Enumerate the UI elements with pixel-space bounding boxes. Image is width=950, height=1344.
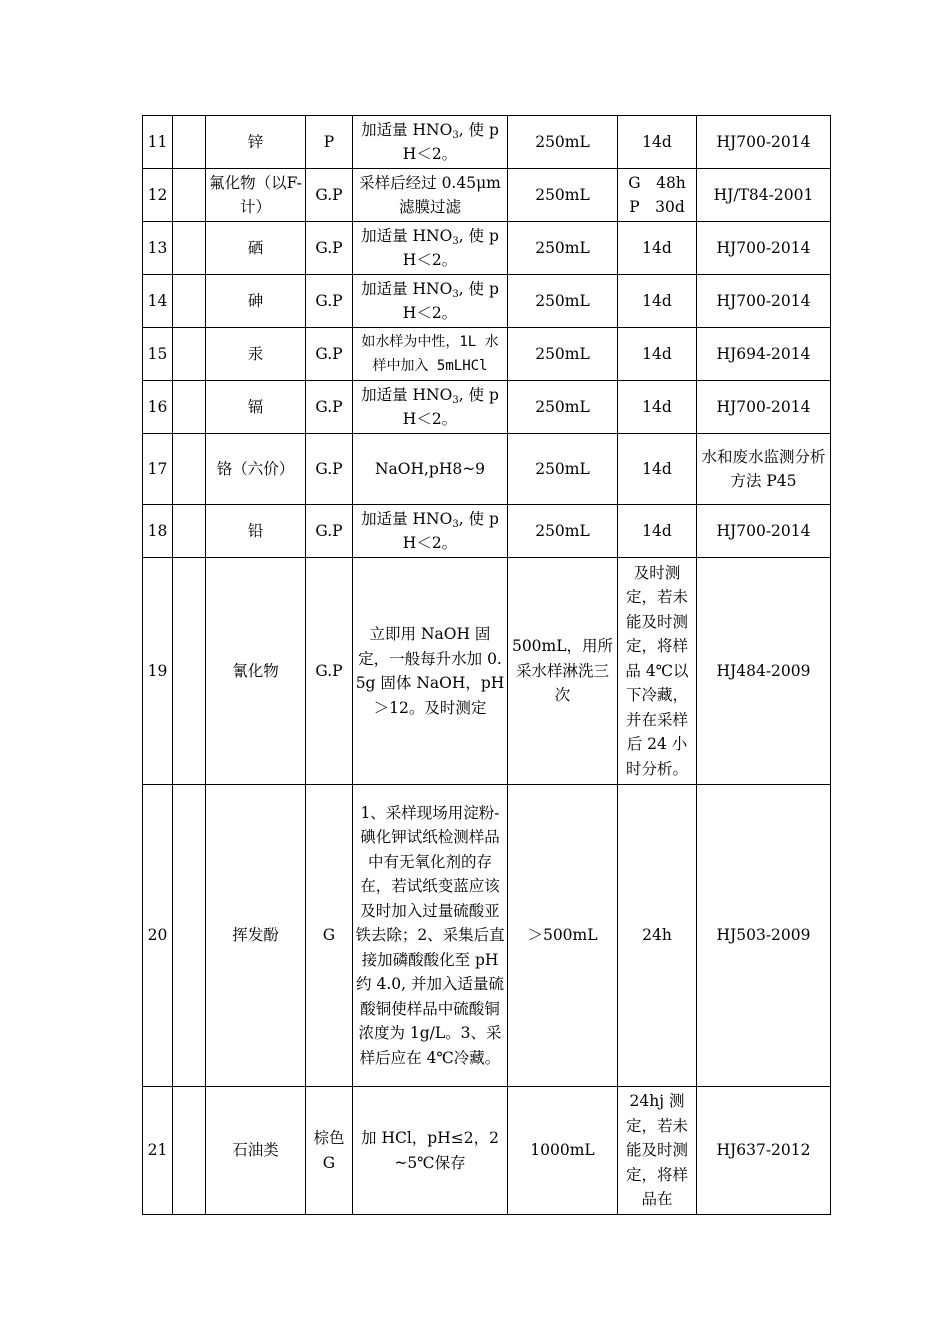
analysis-method: HJ637-2012 [697, 1087, 831, 1215]
preservation-method: 加适量 $HNO_3$, 使 pH＜2。 [353, 505, 508, 558]
holding-period: 14d [618, 434, 697, 505]
item-name: 石油类 [206, 1087, 306, 1215]
row-number: 15 [143, 328, 173, 381]
preservation-method: 加适量 $HNO_3$, 使 pH＜2。 [353, 116, 508, 169]
holding-period: 24h [618, 785, 697, 1087]
table-row [143, 1087, 831, 1215]
container-type: G.P [306, 275, 353, 328]
analysis-method: HJ700-2014 [697, 222, 831, 275]
container-type: G [306, 785, 353, 1087]
item-name: 挥发酚 [206, 785, 306, 1087]
item-name: 锌 [206, 116, 306, 169]
item-name: 硒 [206, 222, 306, 275]
container-type: G.P [306, 169, 353, 222]
preservation-method: 如水样为中性，1L 水样中加入 5mLHCl [353, 328, 508, 381]
table-row [143, 275, 831, 328]
container-type: P [306, 116, 353, 169]
row-number: 16 [143, 381, 173, 434]
holding-period: 14d [618, 116, 697, 169]
holding-period: 14d [618, 328, 697, 381]
analysis-method: 水和废水监测分析方法 P45 [697, 434, 831, 505]
item-name: 氟化物（以F- 计） [206, 169, 306, 222]
sample-volume: 500mL，用所采水样淋洗三次 [508, 558, 618, 785]
sample-volume: 250mL [508, 169, 618, 222]
row-number: 14 [143, 275, 173, 328]
blank-cell [173, 558, 206, 785]
preservation-method: 立即用 NaOH 固定，一般每升水加 0.5g 固体 NaOH，pH＞12。及时测定 [353, 558, 508, 785]
container-type: G.P [306, 381, 353, 434]
table-row [143, 434, 831, 505]
period-glass: G 48h [628, 173, 686, 192]
preservation-method: 采样后经过 0.45μm 滤膜过滤 [353, 169, 508, 222]
item-name: 氰化物 [206, 558, 306, 785]
container-type: G.P [306, 328, 353, 381]
item-name: 铬（六价） [206, 434, 306, 505]
sample-volume: 250mL [508, 505, 618, 558]
item-name: 铅 [206, 505, 306, 558]
holding-period: 24hj 测定，若未能及时测定，将样品在 [618, 1087, 697, 1215]
sample-volume: 250mL [508, 116, 618, 169]
sample-volume: ＞500mL [508, 785, 618, 1087]
analysis-method: HJ700-2014 [697, 505, 831, 558]
holding-period: 及时测定，若未能及时测定，将样品 4℃以下冷藏，并在采样后 24 小时分析。 [618, 558, 697, 785]
table-row [143, 558, 831, 785]
blank-cell [173, 785, 206, 1087]
sample-volume: 250mL [508, 434, 618, 505]
preservation-method: 加 HCl，pH≤2，2~5℃保存 [353, 1087, 508, 1215]
row-number: 13 [143, 222, 173, 275]
row-number: 12 [143, 169, 173, 222]
sample-volume: 1000mL [508, 1087, 618, 1215]
period-plastic: P 30d [629, 198, 685, 216]
row-number: 17 [143, 434, 173, 505]
holding-period: 14d [618, 381, 697, 434]
table-row [143, 116, 831, 169]
analysis-method: HJ694-2014 [697, 328, 831, 381]
table-row [143, 785, 831, 1087]
preservation-method: 加适量 $HNO_3$, 使 pH＜2。 [353, 222, 508, 275]
row-number: 20 [143, 785, 173, 1087]
table-row [143, 328, 831, 381]
sample-volume: 250mL [508, 328, 618, 381]
container-type: G.P [306, 222, 353, 275]
blank-cell [173, 434, 206, 505]
analysis-method: HJ700-2014 [697, 116, 831, 169]
container-type: 棕色G [306, 1087, 353, 1215]
item-name: 砷 [206, 275, 306, 328]
preservation-method: 加适量 $HNO_3$, 使 pH＜2。 [353, 275, 508, 328]
item-name: 镉 [206, 381, 306, 434]
container-type: G.P [306, 505, 353, 558]
item-name: 汞 [206, 328, 306, 381]
analysis-method: HJ700-2014 [697, 381, 831, 434]
preservation-method: 加适量 $HNO_3$, 使 pH＜2。 [353, 381, 508, 434]
preservation-method: NaOH,pH8~9 [353, 434, 508, 505]
blank-cell [173, 275, 206, 328]
row-number: 21 [143, 1087, 173, 1215]
preservation-method: 1、采样现场用淀粉-碘化钾试纸检测样品中有无氧化剂的存在，若试纸变蓝应该及时加入过量硫酸亚铁去除；2、采集后直接加磷酸酸化至 pH 约 4.0, 并加入适量硫酸铜使样品中硫酸铜浓度为 1g/L。3、采样后应在 4℃冷藏。 [353, 785, 508, 1087]
sample-volume: 250mL [508, 222, 618, 275]
sampling-requirements-table [142, 115, 831, 1215]
row-number: 19 [143, 558, 173, 785]
sample-volume: 250mL [508, 381, 618, 434]
analysis-method: HJ484-2009 [697, 558, 831, 785]
row-number: 11 [143, 116, 173, 169]
blank-cell [173, 222, 206, 275]
container-type: G.P [306, 434, 353, 505]
holding-period [618, 169, 697, 222]
blank-cell [173, 505, 206, 558]
table-row [143, 381, 831, 434]
table-row [143, 505, 831, 558]
holding-period: 14d [618, 222, 697, 275]
analysis-method: HJ/T84-2001 [697, 169, 831, 222]
analysis-method: HJ700-2014 [697, 275, 831, 328]
analysis-method: HJ503-2009 [697, 785, 831, 1087]
blank-cell [173, 328, 206, 381]
holding-period: 14d [618, 505, 697, 558]
table-row [143, 222, 831, 275]
sample-volume: 250mL [508, 275, 618, 328]
container-type: G.P [306, 558, 353, 785]
row-number: 18 [143, 505, 173, 558]
blank-cell [173, 381, 206, 434]
blank-cell [173, 116, 206, 169]
holding-period: 14d [618, 275, 697, 328]
blank-cell [173, 1087, 206, 1215]
table-row [143, 169, 831, 222]
blank-cell [173, 169, 206, 222]
